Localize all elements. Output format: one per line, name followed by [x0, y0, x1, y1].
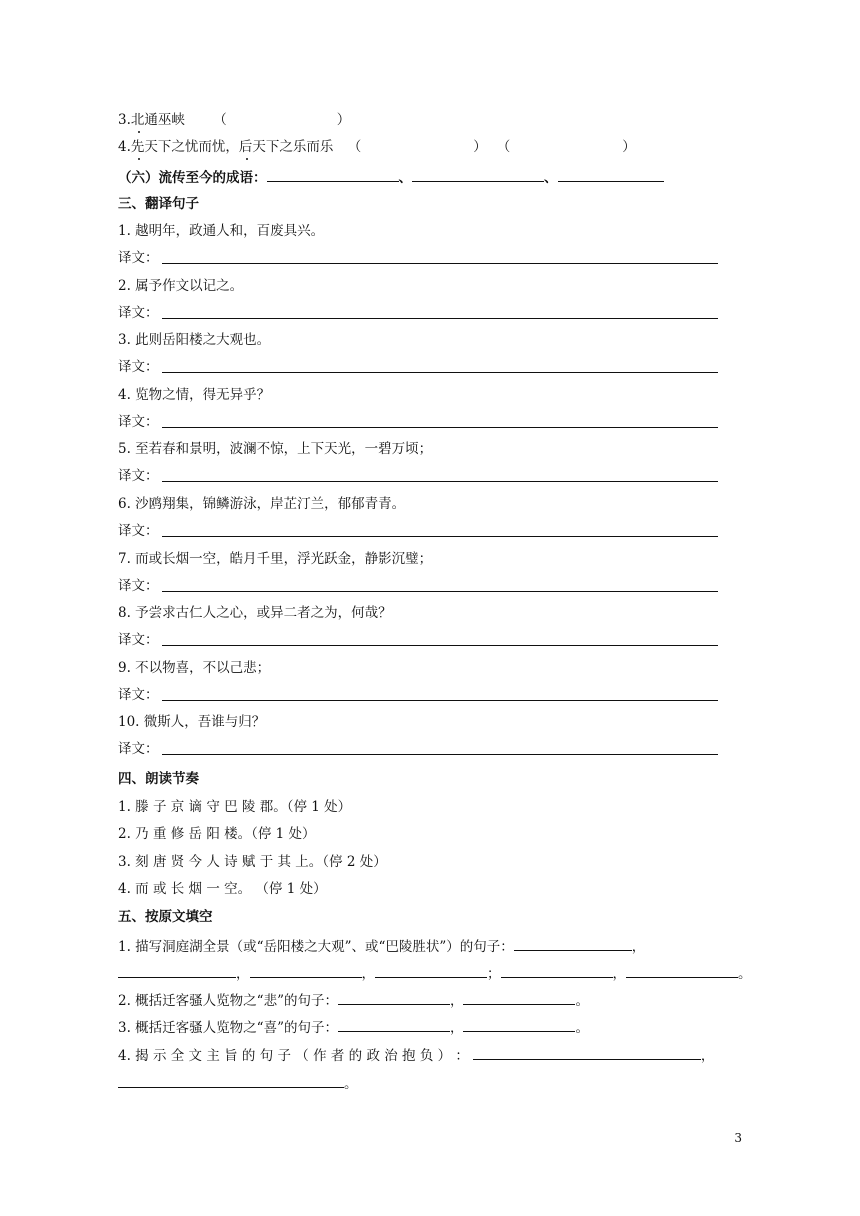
- translation-answer-line[interactable]: [162, 754, 718, 755]
- fill-q2: [118, 990, 589, 1010]
- translate-sentence: 5. 至若春和景明，波澜不惊，上下天光，一碧万顷；: [118, 441, 433, 457]
- translation-label: 译文：: [118, 523, 159, 539]
- item-text: 天下之忧而忧，: [144, 139, 239, 155]
- translation-answer-line[interactable]: [162, 372, 718, 373]
- fill-q1: [118, 936, 645, 956]
- translation-answer-line[interactable]: [162, 481, 718, 482]
- item-3: [118, 111, 350, 129]
- rhythm-item: 2. 乃 重 修 岳 阳 楼。（停 1 处）: [118, 826, 316, 842]
- punct: ，: [449, 993, 464, 1009]
- punct: 。: [344, 1076, 358, 1092]
- translate-sentence: 10. 微斯人，吾谁与归？: [118, 714, 266, 730]
- fill-q3: [118, 1017, 589, 1037]
- paren-open: （: [213, 112, 227, 128]
- rhythm-item: 4. 而 或 长 烟 一 空。 （停 1 处）: [118, 881, 327, 897]
- translate-sentence: 4. 览物之情，得无异乎？: [118, 387, 271, 403]
- answer-blank[interactable]: [473, 1045, 701, 1060]
- answer-blank[interactable]: [626, 963, 738, 978]
- dotted-char: 后: [238, 139, 253, 155]
- idioms-label: （六）流传至今的成语：: [118, 170, 267, 186]
- translation-label: 译文：: [118, 741, 159, 757]
- section-heading-translate: 三、翻译句子: [118, 196, 199, 212]
- question-text: 4. 揭 示 全 文 主 旨 的 句 子 （ 作 者 的 政 治 抱 负 ） ：: [118, 1048, 469, 1064]
- punct: 。: [575, 993, 589, 1009]
- answer-blank[interactable]: [250, 963, 362, 978]
- translation-label: 译文：: [118, 250, 159, 266]
- answer-blank[interactable]: [463, 1017, 575, 1032]
- paren-close: ）: [336, 112, 351, 128]
- rhythm-item: 3. 刻 唐 贤 今 人 诗 赋 于 其 上。（停 2 处）: [118, 854, 387, 870]
- punct: ，: [631, 939, 646, 955]
- fill-q4-cont: [118, 1073, 358, 1093]
- answer-blank[interactable]: [118, 1073, 344, 1088]
- punct: ；: [487, 966, 501, 982]
- translation-answer-line[interactable]: [162, 318, 718, 319]
- punct: ，: [612, 966, 626, 982]
- item-text: 天下之乐而乐: [252, 139, 334, 155]
- translate-sentence: 7. 而或长烟一空，皓月千里，浮光跃金，静影沉璧；: [118, 551, 433, 567]
- translation-answer-line[interactable]: [162, 536, 718, 537]
- translation-label: 译文：: [118, 632, 159, 648]
- page-number: 3: [734, 1131, 742, 1145]
- paren-open: （: [496, 139, 511, 155]
- idiom-blank-2[interactable]: [412, 167, 544, 182]
- punct: ，: [361, 966, 375, 982]
- punct: ，: [449, 1020, 464, 1036]
- fill-q1-cont: [118, 963, 752, 983]
- punct: 。: [575, 1020, 589, 1036]
- answer-blank[interactable]: [375, 963, 487, 978]
- item-text: 通巫峡: [144, 112, 185, 128]
- translate-sentence: 9. 不以物喜，不以己悲；: [118, 660, 271, 676]
- idiom-blank-3[interactable]: [558, 167, 664, 182]
- question-text: 1. 描写洞庭湖全景（或“岳阳楼之大观”、或“巴陵胜状”）的句子：: [118, 939, 514, 955]
- translation-label: 译文：: [118, 359, 159, 375]
- answer-blank[interactable]: [338, 990, 450, 1005]
- question-text: 2. 概括迁客骚人览物之“悲”的句子：: [118, 993, 338, 1009]
- translate-sentence: 3. 此则岳阳楼之大观也。: [118, 332, 271, 348]
- section-heading-fill: 五、按原文填空: [118, 909, 213, 925]
- paren-close: ）: [622, 139, 636, 155]
- question-text: 3. 概括迁客骚人览物之“喜”的句子：: [118, 1020, 338, 1036]
- translation-answer-line[interactable]: [162, 700, 718, 701]
- translation-label: 译文：: [118, 468, 159, 484]
- rhythm-item: 1. 滕 子 京 谪 守 巴 陵 郡。（停 1 处）: [118, 799, 352, 815]
- punct: ，: [236, 966, 250, 982]
- item-number: 4.: [118, 139, 131, 155]
- punct: ，: [700, 1048, 715, 1064]
- translate-sentence: 2. 属予作文以记之。: [118, 278, 244, 294]
- translate-sentence: 1. 越明年，政通人和，百废具兴。: [118, 223, 325, 239]
- fill-q4: [118, 1045, 714, 1065]
- translate-sentence: 8. 予尝求古仁人之心，或异二者之为，何哉？: [118, 605, 392, 621]
- answer-blank[interactable]: [118, 963, 236, 978]
- translation-label: 译文：: [118, 414, 159, 430]
- dotted-char: 先: [130, 139, 145, 155]
- answer-blank[interactable]: [338, 1017, 450, 1032]
- paren-open: （: [347, 139, 362, 155]
- separator: 、: [398, 170, 412, 186]
- translate-sentence: 6. 沙鸥翔集，锦鳞游泳，岸芷汀兰，郁郁青青。: [118, 496, 406, 512]
- idiom-blank-1[interactable]: [267, 167, 399, 182]
- idioms-line: [118, 167, 664, 187]
- separator: 、: [544, 170, 558, 186]
- translation-answer-line[interactable]: [162, 427, 718, 428]
- item-4: [118, 138, 636, 156]
- section-heading-rhythm: 四、朗读节奏: [118, 771, 199, 787]
- answer-blank[interactable]: [463, 990, 575, 1005]
- punct: 。: [738, 966, 752, 982]
- answer-blank[interactable]: [501, 963, 613, 978]
- translation-answer-line[interactable]: [162, 263, 718, 264]
- translation-answer-line[interactable]: [162, 591, 718, 592]
- answer-blank[interactable]: [514, 936, 632, 951]
- translation-label: 译文：: [118, 687, 159, 703]
- translation-answer-line[interactable]: [162, 645, 718, 646]
- translation-label: 译文：: [118, 305, 159, 321]
- translation-label: 译文：: [118, 578, 159, 594]
- paren-close: ）: [473, 139, 487, 155]
- item-number: 3.: [118, 112, 131, 128]
- dotted-char: 北: [130, 112, 145, 128]
